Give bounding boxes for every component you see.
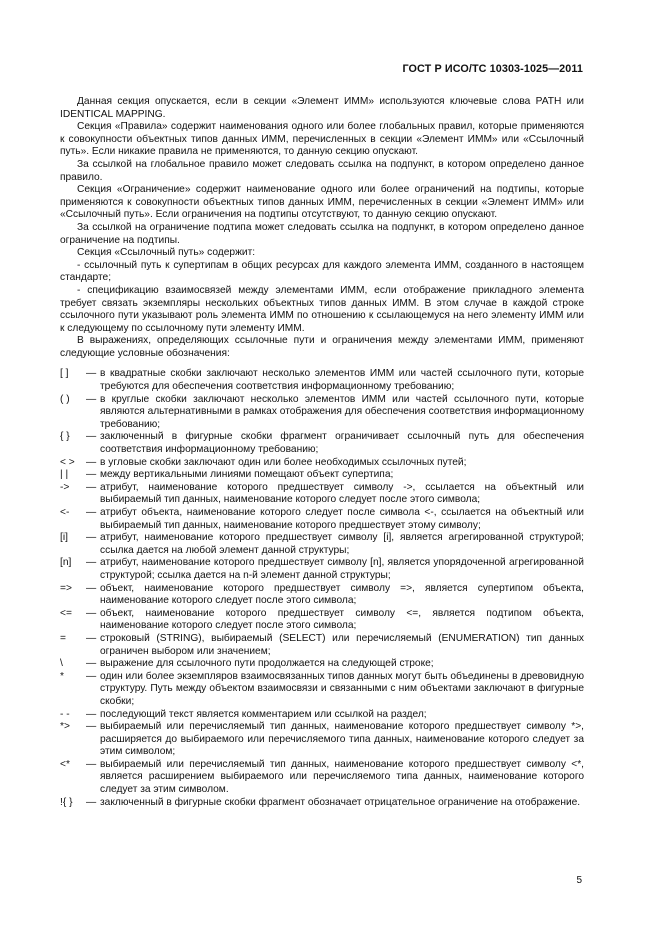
definition-dash: — (86, 758, 97, 770)
definition-text: атрибут, наименование которого предшествует символу [i], является агрегированной структурой; ссылка дается на любой элемент данной структуры; (100, 532, 584, 556)
paragraph: За ссылкой на глобальное правило может следовать ссылка на подпункт, в котором определено данное правило. (60, 158, 584, 183)
definition-symbol: <= (60, 607, 72, 619)
definition-text: один или более экземпляров взаимосвязанных типов данных могут быть объединены в древовидную структуру. Путь между объектом взаимосвязи и связанными с ним объектами заключают в фигурные скобки; (100, 670, 584, 707)
definition-symbol: [ ] (60, 368, 69, 380)
definition-symbol: [i] (60, 532, 68, 544)
definition-row (60, 431, 584, 456)
definition-row (60, 368, 584, 393)
definition-symbol: <- (60, 507, 70, 518)
definition-row (60, 633, 584, 658)
definition-symbol: | | (60, 469, 69, 481)
definition-symbol: [n] (60, 557, 72, 569)
page-number: 5 (576, 875, 582, 886)
paragraph: Секция «Ограничение» содержит наименование одного или более ограничений на подтипы, которые применяются к совокупности объектных типов данных ИММ, перечисленных в секции «Элемент ИММ» или «Ссылочный путь». Если ограничения на подтипы отсутствуют, то данную секцию опускают. (60, 184, 584, 221)
definition-dash: — (86, 670, 97, 682)
definition-text: между вертикальными линиями помещают объект супертипа; (100, 469, 394, 481)
definition-symbol: *> (60, 721, 70, 733)
definition-symbol: \ (60, 658, 63, 670)
definition-dash: — (86, 507, 97, 518)
definition-symbol: <* (60, 758, 70, 770)
definition-dash: — (86, 393, 97, 405)
definitions-intro: В выражениях, определяющих ссылочные пути и ограничения между элементами ИММ, применяют следующие условные обозначения: (60, 335, 584, 359)
definition-text: атрибут, наименование которого предшествует символу [n], является упорядоченной агрегированной структурой; ссылка дается на n-й элемент данной структуры; (100, 557, 584, 581)
definition-dash: — (86, 368, 97, 380)
definition-text: строковый (STRING), выбираемый (SELECT) или перечисляемый (ENUMERATION) тип данных ограничен выбором или значением; (100, 632, 584, 657)
definition-text: в угловые скобки заключают один или более необходимых ссылочных путей; (100, 456, 467, 468)
definition-dash: — (86, 658, 97, 670)
definition-dash: — (86, 708, 97, 720)
definition-text: выражение для ссылочного пути продолжается на следующей строке; (100, 658, 434, 670)
definition-symbol: !{ } (60, 796, 73, 808)
definition-row (60, 797, 584, 810)
definition-dash: — (86, 582, 97, 594)
definition-text: выбираемый или перечисляемый тип данных, наименование которого предшествует символу *>, расширяется до выбираемого или перечисляемого типа данных, наименование которого следует за этим символом; (100, 721, 584, 758)
definition-dash: — (86, 557, 97, 569)
list-item: - ссылочный путь к супертипам в общих ресурсах для каждого элемента ИММ, созданного в настоящем стандарте; (60, 259, 584, 284)
definition-row (60, 507, 584, 532)
paragraph: Секция «Правила» содержит наименования одного или более глобальных правил, которые применяются к совокупности объектных типов данных ИММ, перечисленных в секции «Элемент ИММ» или «Ссылочный путь». Если никакие правила не применяются, то данную секцию опускают. (60, 121, 584, 158)
definition-text: в круглые скобки заключают несколько элементов ИММ или частей ссылочного пути, которые являются альтернативными в рамках отображения для обеспечения соответствия информационному требованию; (100, 393, 584, 430)
definition-dash: — (86, 632, 97, 644)
definition-symbol: { } (60, 431, 70, 443)
definition-row (60, 721, 584, 759)
definition-text: заключенный в фигурные скобки фрагмент обозначает отрицательное ограничение на отображение. (100, 796, 581, 808)
definition-text: объект, наименование которого предшествует символу <=, является подтипом объекта, наименование которого следует после этого символа; (100, 607, 584, 632)
definition-symbol: - - (60, 708, 70, 720)
definition-row (60, 457, 584, 470)
definition-symbol: -> (60, 481, 70, 493)
definition-symbol: = (60, 632, 66, 644)
definition-text: объект, наименование которого предшествует символу =>, является супертипом объекта, наименование которого следует после этого символа; (100, 582, 584, 607)
page-body (60, 96, 584, 809)
definition-row (60, 709, 584, 722)
definition-text: выбираемый или перечисляемый тип данных, наименование которого предшествует символу <*, является расширением выбираемого или перечисляемого типа данных, наименование которого следует за этим символом. (100, 758, 584, 796)
definition-dash: — (86, 456, 97, 468)
definition-row (60, 759, 584, 797)
definition-symbol: * (60, 670, 64, 682)
definition-dash: — (86, 431, 97, 443)
paragraph: Секция «Ссылочный путь» содержит: (77, 247, 256, 259)
definition-text: заключенный в фигурные скобки фрагмент ограничивает ссылочный путь для обеспечения соответствия информационному требованию; (100, 431, 584, 456)
paragraph: За ссылкой на ограничение подтипа может следовать ссылка на подпункт, в котором определено данное ограничение на подтипы. (60, 221, 584, 246)
definition-text: последующий текст является комментарием или ссылкой на раздел; (100, 708, 427, 720)
definition-symbol: < > (60, 456, 75, 468)
definition-row (60, 557, 584, 582)
definition-row (60, 658, 584, 671)
definition-dash: — (86, 469, 97, 481)
definition-symbol: => (60, 582, 72, 594)
definition-row (60, 608, 584, 633)
document-header: ГОСТ Р ИСО/ТС 10303-1025—2011 (402, 63, 583, 75)
definition-row (60, 482, 584, 507)
definition-text: атрибут объекта, наименование которого следует после символа <-, ссылается на объектный или выбираемый тип данных, наименование которого предшествует этому символу; (100, 507, 584, 531)
definition-dash: — (86, 721, 97, 733)
definition-text: атрибут, наименование которого предшествует символу ->, ссылается на объектный или выбираемый тип данных, наименование которого следует после этого символа; (100, 481, 584, 506)
definition-text: в квадратные скобки заключают несколько элементов ИММ или частей ссылочного пути, которые требуются для обеспечения соответствия информационному требованию; (100, 368, 584, 393)
definition-row (60, 532, 584, 557)
definition-row (60, 671, 584, 709)
definition-symbol: ( ) (60, 393, 70, 405)
definitions-list (60, 368, 584, 809)
definition-row (60, 583, 584, 608)
definition-dash: — (86, 532, 97, 544)
definition-row (60, 469, 584, 482)
definition-dash: — (86, 481, 97, 493)
paragraph: Данная секция опускается, если в секции «Элемент ИММ» используются ключевые слова PATH или IDENTICAL MAPPING. (60, 96, 584, 120)
definition-dash: — (86, 796, 97, 808)
definition-dash: — (86, 607, 97, 619)
definition-row (60, 394, 584, 432)
list-item: - спецификацию взаимосвязей между элементами ИММ, если отображение прикладного элемента требует связать экземпляры нескольких объектных типов данных ИММ. В этом случае в каждой строке ссылочного пути указывают роль элемента ИММ по отношению к ссылающемуся на него элементу ИММ или к следующему по ссылочному пути элементу ИММ. (60, 284, 584, 334)
